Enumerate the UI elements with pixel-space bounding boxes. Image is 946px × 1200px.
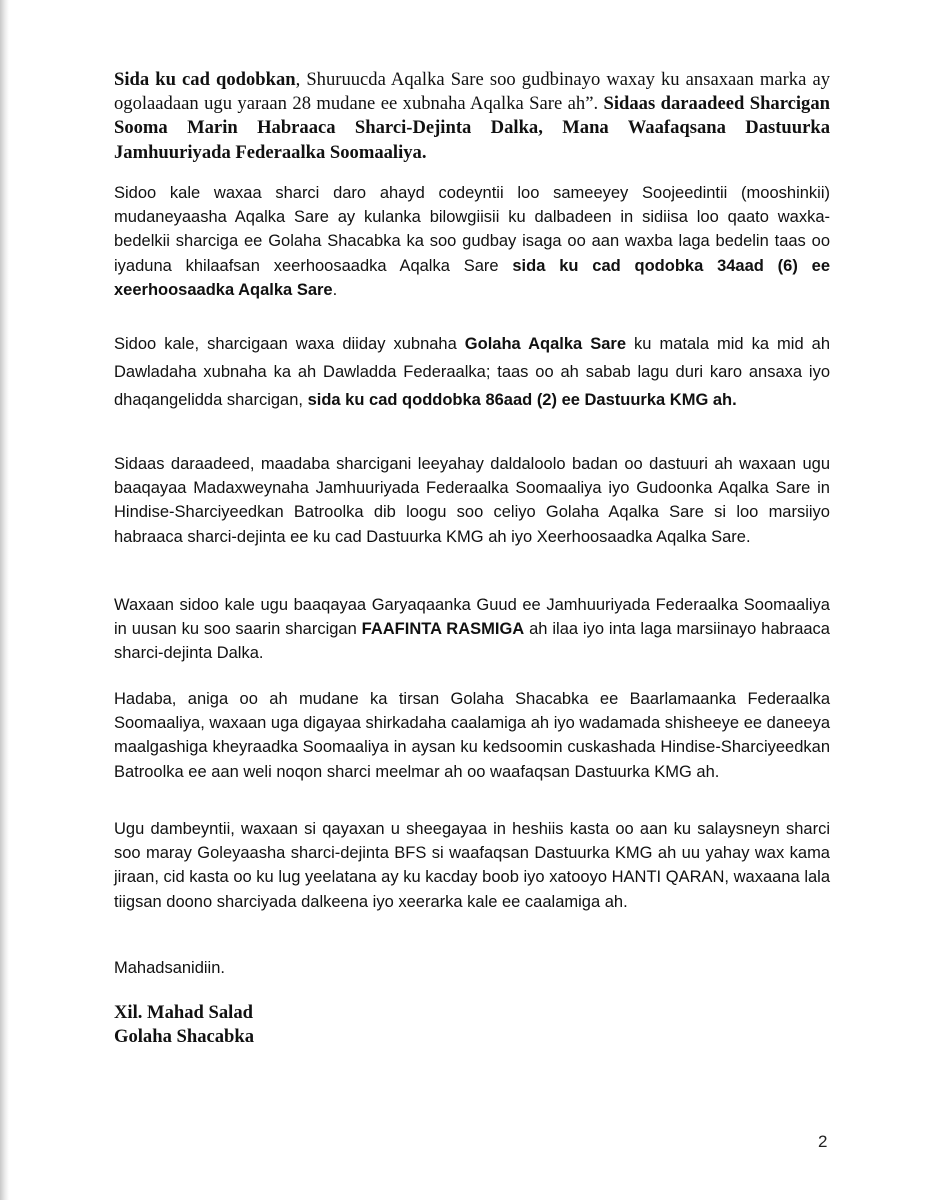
text-run: sida ku cad qodobka 34aad (6) ee xeerhoosaadka Aqalka Sare [114, 256, 830, 299]
text-run: Sidaas daraadeed, maadaba sharcigani leeyahay daldaloolo badan oo dastuuri ah waxaan ugu baaqayaa Madaxweynaha Jamhuuriyada Federaalka Soomaaliya iyo Gudoonka Aqalka Sare in Hindise-Sharciyeedkan Batroolka dib loogu soo celiyo Golaha Aqalka Sare si loo marsiiyo habraaca sharci-dejinta ee ku cad Dastuurka KMG ah iyo Xeerhoosaadka Aqalka Sare. [114, 455, 830, 546]
paragraph-7 [114, 817, 830, 914]
text-run: ku matala mid ka mid ah Dawladaha xubnaha ka ah Dawladda Federaalka; taas oo ah sabab lagu duri karo ansaxa iyo dhaqangelidda sharcigan, [114, 335, 831, 409]
paragraph-2 [114, 181, 830, 302]
text-run: Waxaan sidoo kale ugu baaqayaa Garyaqaanka Guud ee Jamhuuriyada Federaalka Soomaaliya in uusan ku soo saarin sharcigan [114, 596, 830, 639]
paragraph-4 [114, 452, 830, 549]
text-run: , Shuruucda Aqalka Sare soo gudbinayo waxay ku ansaxaan marka ay ogolaadaan ugu yaraan 28 mudane ee xubnaha Aqalka Sare ah”. [114, 69, 830, 115]
text-run: . [332, 280, 338, 299]
page-number: 2 [818, 1132, 828, 1151]
signature-block [114, 1001, 254, 1049]
text-run: Hadaba, aniga oo ah mudane ka tirsan Golaha Shacabka ee Baarlamaanka Federaalka Soomaaliya, waxaan uga digayaa shirkadaha caalamiga ah iyo wadamada shisheeye ee daneeya maalgashiga kheyraadka Soomaaliya in aysan ku kedsoomin cuskashada Hindise-Sharciyeedkan Batroolka ee aan weli noqon sharci meelmar ah oo waafaqsan Dastuurka KMG ah. [114, 690, 830, 781]
text-run: Ugu dambeyntii, waxaan si qayaxan u sheegayaa in heshiis kasta oo aan ku salaysneyn sharci soo maray Goleyaasha sharci-dejinta BFS si waafaqsan Dastuurka KMG ah uu yahay wax kama jiraan, cid kasta oo ku lug yeelatana ay ku kacday boob iyo xatooyo HANTI QARAN, waxaana lala tiigsan doono sharciyada dalkeena iyo xeerarka kale ee caalamiga ah. [114, 820, 830, 911]
text-run: Sidoo kale waxaa sharci daro ahayd codeyntii loo sameeyey Soojeedintii (mooshinkii) mudaneyaasha Aqalka Sare ay kulanka bilowgiisii ku dalbadeen in sidiisa loo qaato waxka-bedelkii sharciga ee Golaha Shacabka ka soo gudbay isaga oo aan waxba laga bedelin taas oo iyaduna khilaafsan xeerhoosaadka Aqalka Sare [114, 184, 830, 275]
text-run: Mahadsanidiin. [114, 959, 225, 977]
text-run: FAAFINTA RASMIGA [361, 620, 525, 639]
signatory-name: Xil. Mahad Salad [114, 1002, 253, 1023]
text-run: Sida ku cad qodobkan [114, 69, 296, 90]
signatory-body: Golaha Shacabka [114, 1026, 255, 1047]
paragraph-5 [114, 593, 830, 666]
page-edge-shadow [0, 0, 9, 1200]
text-run: ah ilaa iyo inta laga marsiinayo habraaca sharci-dejinta Dalka. [114, 620, 830, 663]
text-run: Golaha Aqalka Sare [464, 335, 627, 353]
text-run: sida ku cad qoddobka 86aad (2) ee Dastuurka KMG ah. [307, 391, 737, 409]
text-run: Sidoo kale, sharcigaan waxa diiday xubnaha [114, 335, 465, 353]
closing-line [114, 956, 225, 980]
text-run: Sidaas daraadeed Sharcigan Sooma Marin Habraaca Sharci-Dejinta Dalka, Mana Waafaqsana Dastuurka Jamhuuriyada Federaalka Soomaaliya. [114, 93, 830, 163]
paragraph-6 [114, 687, 830, 784]
paragraph-3 [114, 330, 830, 414]
paragraph-1 [114, 68, 830, 165]
